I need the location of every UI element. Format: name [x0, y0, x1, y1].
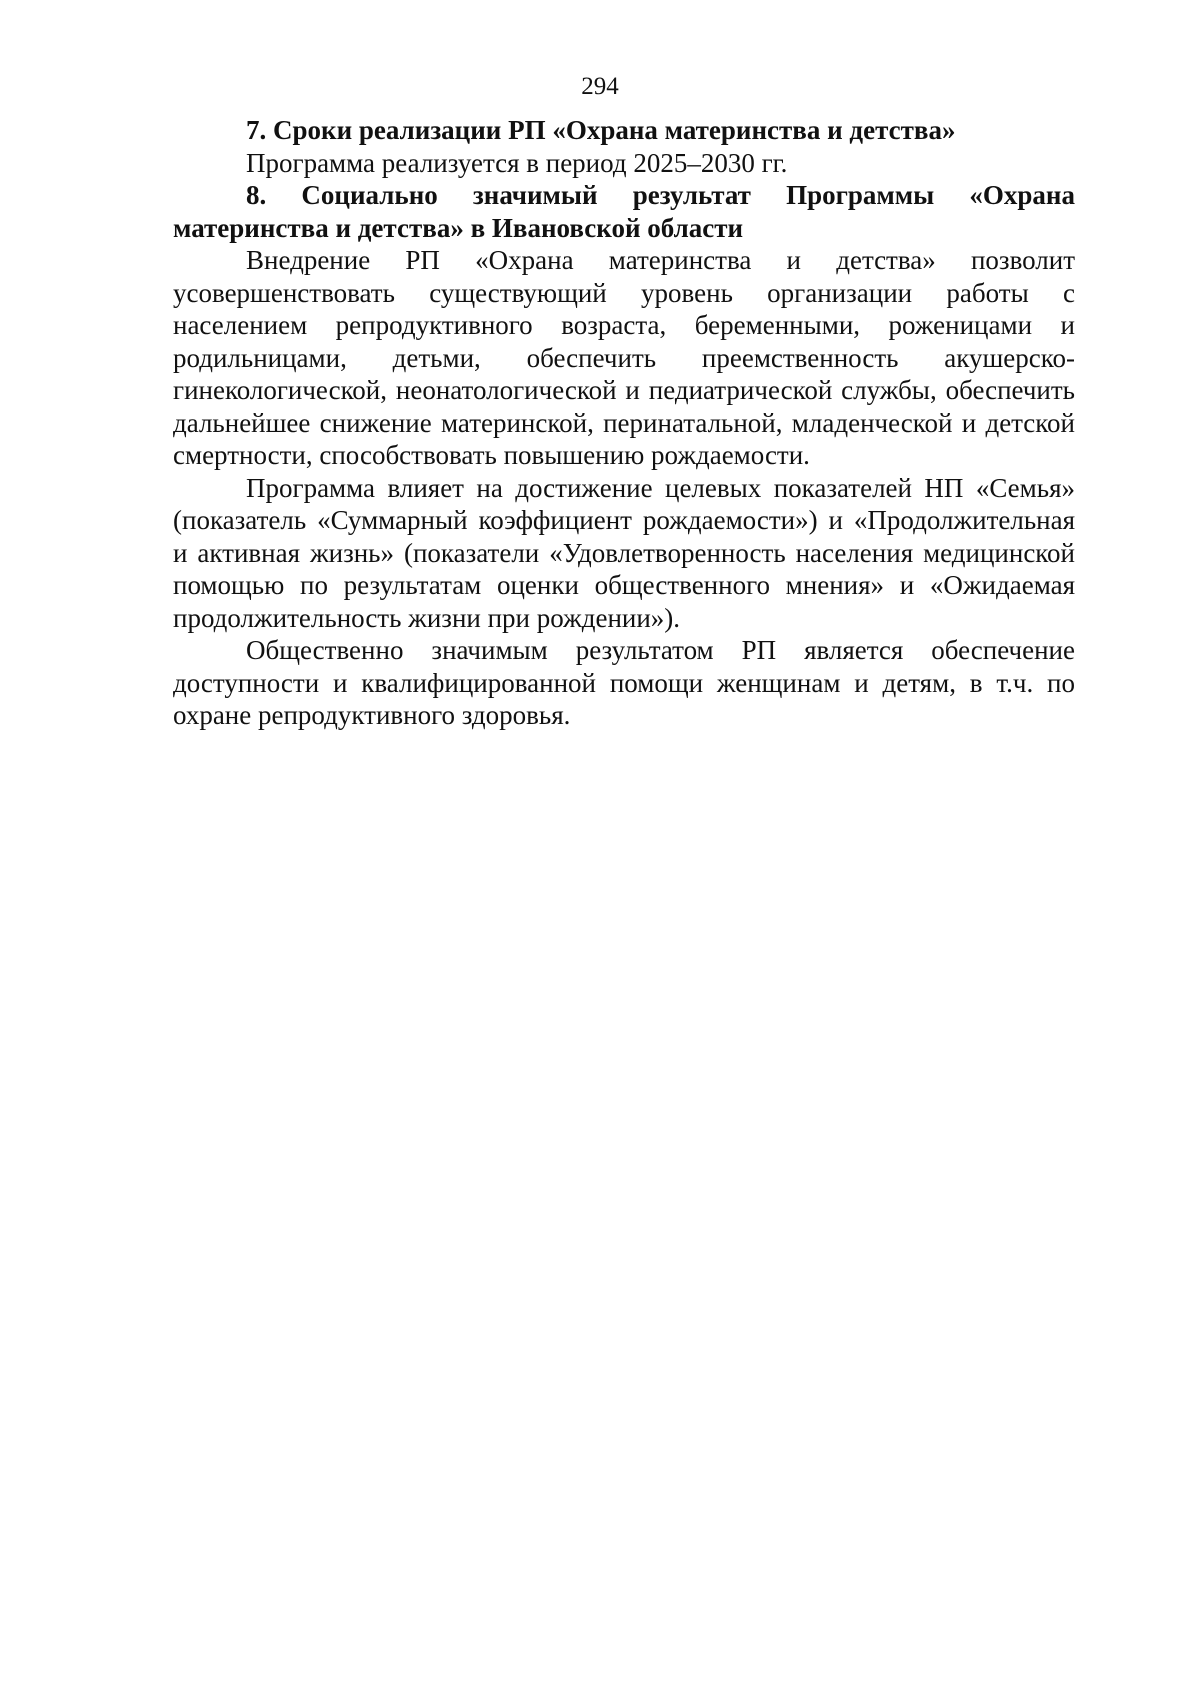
section-7-text: Программа реализуется в период 2025–2030 гг. [246, 147, 788, 178]
section-8-paragraph-1: Внедрение РП «Охрана материнства и детства» позволит усовершенствовать существующий уровень организации работы с населением репродуктивного возраста, беременными, роженицами и родильницами, детьми, обеспечить преемственность акушерско-гинекологической, неонатологической и педиатрической службы, обеспечить дальнейшее снижение материнской, перинатальной, младенческой и детской смертности, способствовать повышению рождаемости. [173, 245, 1075, 470]
document-body [173, 114, 1075, 732]
page-number: 294 [581, 73, 619, 100]
section-7-heading: 7. Сроки реализации РП «Охрана материнства и детства» [246, 115, 956, 145]
section-8-paragraph-2: Программа влияет на достижение целевых показателей НП «Семья» (показатель «Суммарный коэффициент рождаемости») и «Продолжительная и активная жизнь» (показатели «Удовлетворенность населения медицинской помощью по результатам оценки общественного мнения» и «Ожидаемая продолжительность жизни при рождении»). [173, 472, 1075, 633]
section-8-paragraph-3: Общественно значимым результатом РП является обеспечение доступности и квалифицированной помощи женщинам и детям, в т.ч. по охране репродуктивного здоровья. [173, 635, 1075, 730]
section-8-heading: 8. Социально значимый результат Программы «Охрана материнства и детства» в Ивановской области [173, 180, 1075, 243]
